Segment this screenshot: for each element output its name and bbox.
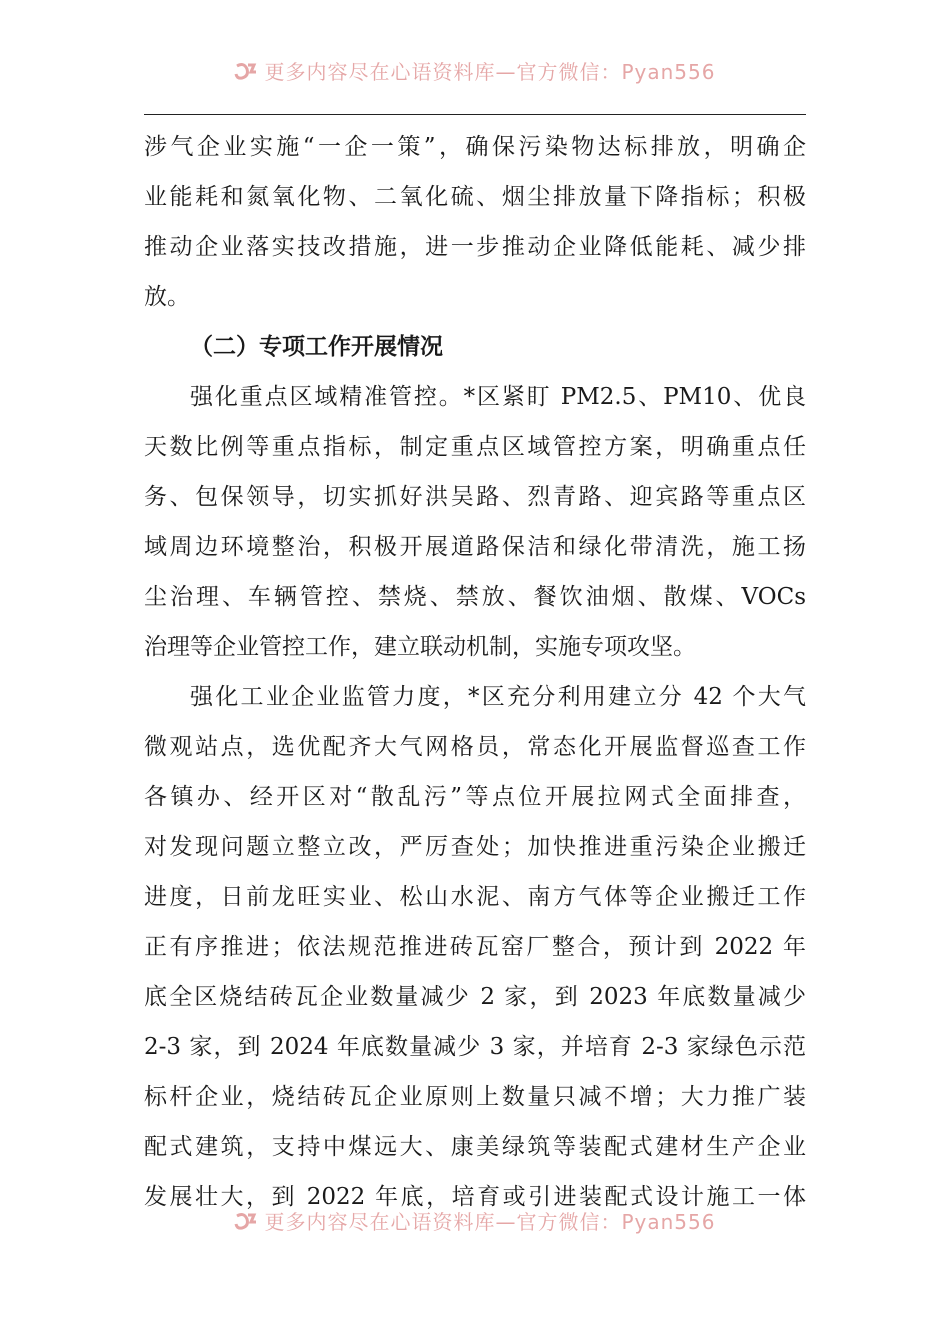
para-industrial-supervision [144, 672, 806, 1222]
watermark-text: 更多内容尽在心语资料库—官方微信：Pyan556 [264, 1210, 716, 1234]
watermark-top [0, 56, 950, 85]
watermark-text: 更多内容尽在心语资料库—官方微信：Pyan556 [264, 60, 716, 84]
text-line: 对发现问题立整立改，严厉查处；加快推进重污染企业搬迁 [144, 834, 806, 860]
para-regional-control [144, 372, 806, 672]
watermark-logo-icon [234, 1212, 258, 1232]
text-line: 域周边环境整治，积极开展道路保洁和绿化带清洗，施工扬 [144, 534, 806, 560]
text-line: 推动企业落实技改措施，进一步推动企业降低能耗、减少排 [144, 234, 806, 260]
text-line: 发展壮大，到 2022 年底，培育或引进装配式设计施工一体 [144, 1184, 806, 1210]
text-line: 强化工业企业监管力度，*区充分利用建立分 42 个大气 [190, 684, 806, 710]
section-heading [144, 322, 806, 372]
text-line: 业能耗和氮氧化物、二氧化硫、烟尘排放量下降指标；积极 [144, 184, 806, 210]
text-line: 放。 [144, 284, 190, 310]
text-line: 配式建筑，支持中煤远大、康美绿筑等装配式建材生产企业 [144, 1134, 806, 1160]
text-line: 尘治理、车辆管控、禁烧、禁放、餐饮油烟、散煤、VOCs [144, 584, 806, 610]
text-line: 治理等企业管控工作，建立联动机制，实施专项攻坚。 [144, 634, 696, 660]
header-rule [144, 114, 806, 115]
text-line: 天数比例等重点指标，制定重点区域管控方案，明确重点任 [144, 434, 806, 460]
watermark-logo-icon [234, 62, 258, 82]
text-line: 底全区烧结砖瓦企业数量减少 2 家，到 2023 年底数量减少 [144, 984, 806, 1010]
text-line: 务、包保领导，切实抓好洪吴路、烈青路、迎宾路等重点区 [144, 484, 806, 510]
text-line: 各镇办、经开区对“散乱污”等点位开展拉网式全面排查， [144, 784, 806, 810]
text-line: 2-3 家，到 2024 年底数量减少 3 家，并培育 2-3 家绿色示范 [144, 1034, 806, 1060]
text-line: 正有序推进；依法规范推进砖瓦窑厂整合，预计到 2022 年 [144, 934, 806, 960]
text-line: 标杆企业，烧结砖瓦企业原则上数量只减不增；大力推广装 [144, 1084, 806, 1110]
watermark-bottom [0, 1206, 950, 1235]
text-line: 进度，日前龙旺实业、松山水泥、南方气体等企业搬迁工作 [144, 884, 806, 910]
text-line: 涉气企业实施“一企一策”，确保污染物达标排放，明确企 [144, 134, 806, 160]
para-enterprise-policy [144, 122, 806, 322]
document-body [144, 122, 806, 1222]
text-line: 强化重点区域精准管控。*区紧盯 PM2.5、PM10、优良 [190, 384, 806, 410]
section-heading-text: （二）专项工作开展情况 [190, 334, 443, 360]
text-line: 微观站点，选优配齐大气网格员，常态化开展监督巡查工作 [144, 734, 806, 760]
